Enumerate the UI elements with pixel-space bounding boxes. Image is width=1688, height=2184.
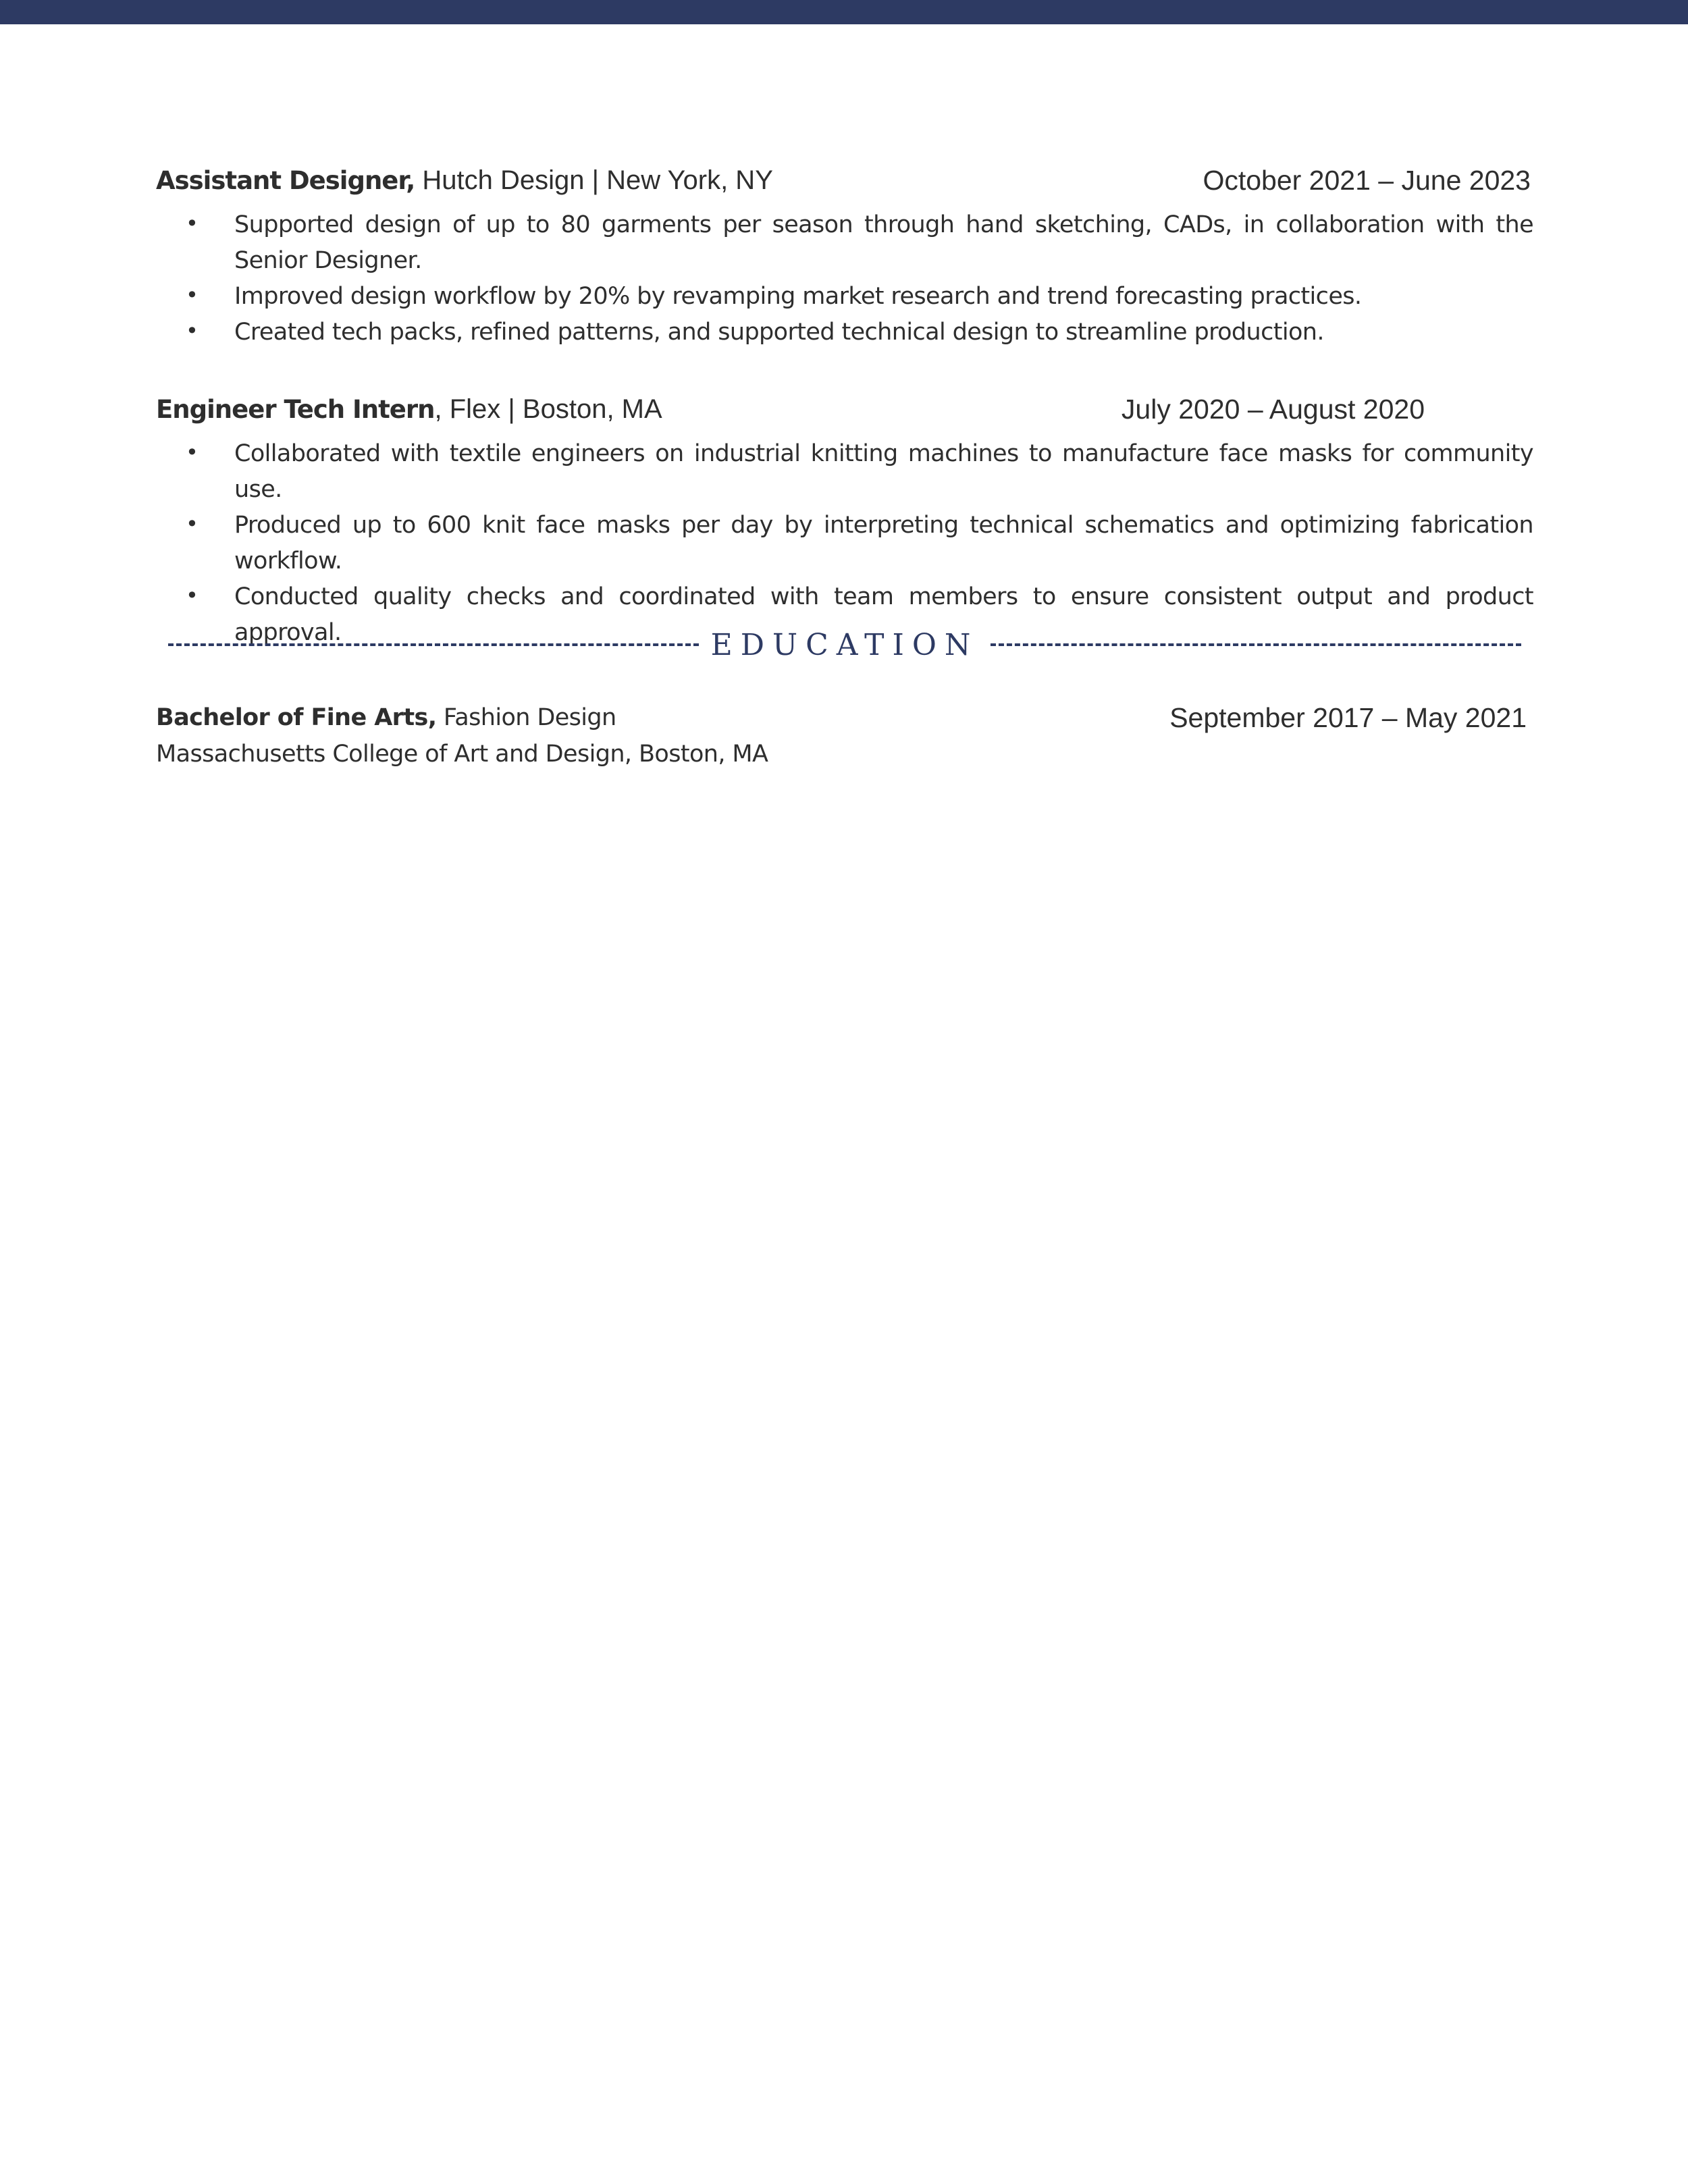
bullet-dot-icon: •	[186, 318, 199, 344]
bullet-item	[156, 436, 1533, 508]
job-role: Engineer Tech Intern	[156, 395, 435, 424]
bullet-text: Created tech packs, refined patterns, and supported technical design to streamline production.	[234, 319, 1324, 346]
degree-field: Fashion Design	[436, 704, 616, 731]
bullet-item	[156, 508, 1533, 579]
job-header-assistant-designer	[156, 160, 1533, 201]
degree-name: Bachelor of Fine Arts,	[156, 704, 437, 731]
job-dates: July 2020 – August 2020	[1121, 394, 1425, 425]
job-bullets-engineer-tech-intern	[156, 436, 1533, 651]
bullet-item	[156, 315, 1533, 350]
job-role: Assistant Designer,	[156, 166, 415, 195]
job-organization: Hutch Design | New York, NY	[415, 165, 773, 195]
top-accent-bar	[0, 0, 1688, 24]
divider-dash-left	[168, 643, 699, 646]
section-title-education: EDUCATION	[710, 627, 979, 662]
bullet-dot-icon: •	[186, 440, 199, 465]
education-degree	[156, 699, 616, 737]
bullet-item	[156, 279, 1533, 315]
job-organization: , Flex | Boston, MA	[434, 394, 662, 424]
education-dates: September 2017 – May 2021	[1169, 702, 1527, 733]
bullet-text: Improved design workflow by 20% by revamping market research and trend forecasting practices.	[234, 283, 1362, 310]
divider-dash-right	[991, 643, 1521, 646]
bullet-dot-icon: •	[186, 282, 199, 308]
bullet-dot-icon: •	[186, 511, 199, 537]
bullet-text: Collaborated with textile engineers on industrial knitting machines to manufacture face masks for community use.	[234, 440, 1533, 503]
job-title	[156, 389, 662, 430]
bullet-text: Conducted quality checks and coordinated with team members to ensure consistent output and product approval.	[234, 583, 1533, 646]
bullet-item	[156, 207, 1533, 279]
bullet-dot-icon: •	[186, 583, 199, 608]
education-school: Massachusetts College of Art and Design, Boston, MA	[156, 741, 768, 768]
education-section-divider	[156, 624, 1533, 665]
job-dates: October 2021 – June 2023	[1203, 165, 1531, 196]
job-header-engineer-tech-intern	[156, 389, 1533, 429]
bullet-dot-icon: •	[186, 211, 199, 236]
job-bullets-assistant-designer	[156, 207, 1533, 350]
education-entry	[156, 699, 1533, 737]
bullet-text: Supported design of up to 80 garments per season through hand sketching, CADs, in collaboration with the Senior Designer.	[234, 211, 1533, 274]
bullet-text: Produced up to 600 knit face masks per day by interpreting technical schematics and optimizing fabrication workflow.	[234, 512, 1533, 575]
job-title	[156, 160, 773, 201]
